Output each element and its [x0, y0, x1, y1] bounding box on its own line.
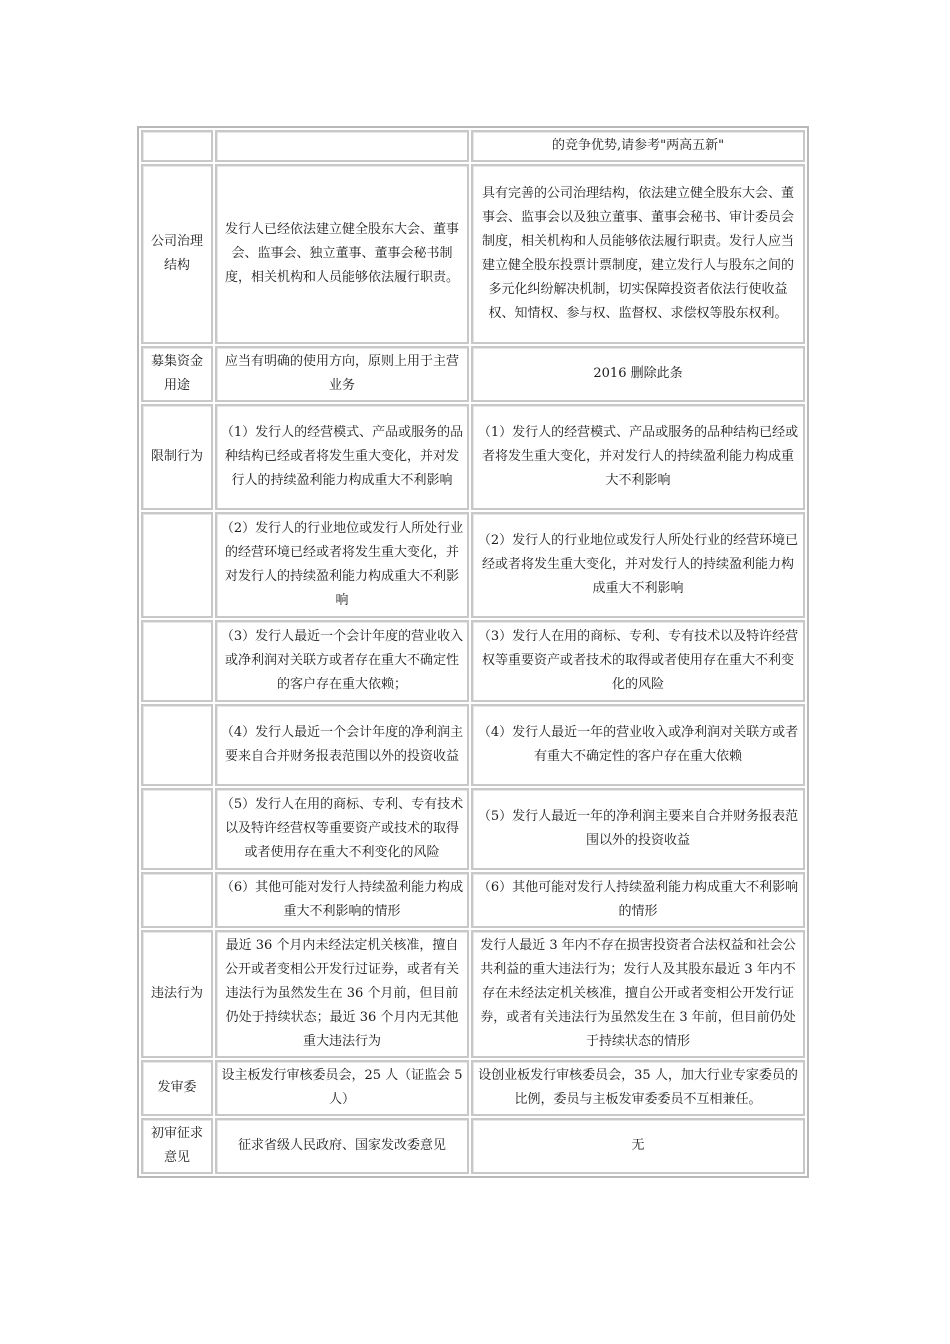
table-row	[141, 130, 805, 162]
old-rule-cell: 最近 36 个月内未经法定机关核准，擅自公开或者变相公开发行过证券，或者有关违法行为虽然发生在 36 个月前，但目前仍处于持续状态；最近 36 个月内无其他重大违法行为	[215, 930, 469, 1058]
category-cell	[141, 872, 213, 928]
old-rule-cell: 应当有明确的使用方向，原则上用于主营业务	[215, 346, 469, 402]
table-row	[141, 164, 805, 344]
table-row	[141, 620, 805, 702]
table-row	[141, 512, 805, 618]
table-row	[141, 788, 805, 870]
comparison-table	[139, 128, 807, 1176]
table-row	[141, 346, 805, 402]
category-cell: 初审征求意见	[141, 1118, 213, 1174]
new-rule-cell: （6）其他可能对发行人持续盈利能力构成重大不利影响的情形	[471, 872, 805, 928]
new-rule-cell: 2016 删除此条	[471, 346, 805, 402]
table-row	[141, 930, 805, 1058]
old-rule-cell: （4）发行人最近一个会计年度的净利润主要来自合并财务报表范围以外的投资收益	[215, 704, 469, 786]
category-cell: 违法行为	[141, 930, 213, 1058]
new-rule-cell: （1）发行人的经营模式、产品或服务的品种结构已经或者将发生重大变化，并对发行人的持续盈利能力构成重大不利影响	[471, 404, 805, 510]
new-rule-cell: 设创业板发行审核委员会，35 人，加大行业专家委员的比例，委员与主板发审委委员不互相兼任。	[471, 1060, 805, 1116]
category-cell: 限制行为	[141, 404, 213, 510]
old-rule-cell: 发行人已经依法建立健全股东大会、董事会、监事会、独立董事、董事会秘书制度，相关机构和人员能够依法履行职责。	[215, 164, 469, 344]
category-cell	[141, 512, 213, 618]
old-rule-cell: （5）发行人在用的商标、专利、专有技术以及特许经营权等重要资产或技术的取得或者使用存在重大不利变化的风险	[215, 788, 469, 870]
category-cell: 发审委	[141, 1060, 213, 1116]
category-cell	[141, 130, 213, 162]
old-rule-cell: 设主板发行审核委员会，25 人（证监会 5 人）	[215, 1060, 469, 1116]
new-rule-cell: （5）发行人最近一年的净利润主要来自合并财务报表范围以外的投资收益	[471, 788, 805, 870]
table-row	[141, 404, 805, 510]
new-rule-cell: （3）发行人在用的商标、专利、专有技术以及特许经营权等重要资产或者技术的取得或者使用存在重大不利变化的风险	[471, 620, 805, 702]
new-rule-cell: 的竞争优势,请参考"两高五新"	[471, 130, 805, 162]
category-cell	[141, 788, 213, 870]
new-rule-cell: 具有完善的公司治理结构，依法建立健全股东大会、董事会、监事会以及独立董事、董事会秘书、审计委员会制度，相关机构和人员能够依法履行职责。发行人应当建立健全股东投票计票制度，建立发行人与股东之间的多元化纠纷解决机制，切实保障投资者依法行使收益权、知情权、参与权、监督权、求偿权等股东权利。	[471, 164, 805, 344]
new-rule-cell: 发行人最近 3 年内不存在损害投资者合法权益和社会公共利益的重大违法行为；发行人及其股东最近 3 年内不存在未经法定机关核准，擅自公开或者变相公开发行证券，或者有关违法行为虽然发生在 3 年前，但目前仍处于持续状态的情形	[471, 930, 805, 1058]
old-rule-cell: （1）发行人的经营模式、产品或服务的品种结构已经或者将发生重大变化，并对发行人的持续盈利能力构成重大不利影响	[215, 404, 469, 510]
category-cell	[141, 704, 213, 786]
old-rule-cell: （3）发行人最近一个会计年度的营业收入或净利润对关联方或者存在重大不确定性的客户存在重大依赖；	[215, 620, 469, 702]
new-rule-cell: 无	[471, 1118, 805, 1174]
category-cell	[141, 620, 213, 702]
comparison-table-frame	[137, 126, 809, 1178]
new-rule-cell: （4）发行人最近一年的营业收入或净利润对关联方或者有重大不确定性的客户存在重大依赖	[471, 704, 805, 786]
old-rule-cell: 征求省级人民政府、国家发改委意见	[215, 1118, 469, 1174]
old-rule-cell: （6）其他可能对发行人持续盈利能力构成重大不利影响的情形	[215, 872, 469, 928]
old-rule-cell: （2）发行人的行业地位或发行人所处行业的经营环境已经或者将发生重大变化，并对发行人的持续盈利能力构成重大不利影响	[215, 512, 469, 618]
table-row	[141, 1118, 805, 1174]
category-cell: 募集资金用途	[141, 346, 213, 402]
table-row	[141, 704, 805, 786]
old-rule-cell	[215, 130, 469, 162]
category-cell: 公司治理结构	[141, 164, 213, 344]
table-row	[141, 1060, 805, 1116]
new-rule-cell: （2）发行人的行业地位或发行人所处行业的经营环境已经或者将发生重大变化，并对发行人的持续盈利能力构成重大不利影响	[471, 512, 805, 618]
table-row	[141, 872, 805, 928]
